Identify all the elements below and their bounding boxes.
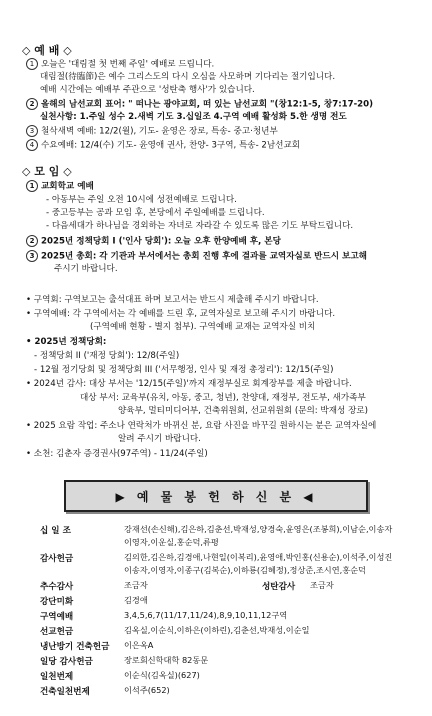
policy-line: - 정책당회 II ('재정 당회'): 12/8(주일): [34, 351, 180, 361]
offering-value: 이송자,이영자,이종구(김복순),이하룡(김혜정),정상준,조시연,홍순덕: [124, 565, 366, 575]
meeting-item-3: 3 2025년 총회: 각 기관과 부서에서는 총회 진행 후에 결과를 교역자실로 반드시 보고해: [26, 250, 367, 264]
worship-text: 대림절(待臨節)은 예수 그리스도의 다시 오심을 사모하며 기다리는 절기입니다.: [40, 72, 336, 82]
worship-item-4: 4 수요예배: 12/4(수) 기도- 윤영애 권사, 찬양- 3구역, 특송- 2남선교회: [26, 139, 300, 153]
offering-label: 십 일 조: [40, 526, 71, 536]
offering-value: 3,4,5,6,7(11/17,11/24),8,9,10,11,12구역: [124, 610, 288, 620]
offering-label: 건축일천번제: [40, 687, 90, 697]
offering-label: 강단미화: [40, 597, 74, 607]
offering-label: 일천번제: [40, 672, 74, 682]
policy-line: - 12월 정기당회 및 정책당회 III ('서무행정, 인사 및 재정 총정리'): 12/15(주일): [34, 365, 334, 375]
offering-value: 이석주(652): [124, 685, 170, 695]
offering-value: 김의한,김은하,김경애,나현일(이복리),윤영애,박인홍(신용순),이석주,이성진: [124, 552, 393, 562]
offering-value: 김옥실,이순식,이하은(이하린),김춘선,박재성,이순일: [124, 625, 310, 635]
bullet-district-worship: • 구역예배: 각 구역에서는 각 예배를 드린 후, 교역자실로 보고해 주시기 바랍니다.: [26, 309, 336, 319]
circled-number-2: 2: [26, 235, 38, 247]
bullet-passing: • 소천: 김춘자 증경권사(97주역) - 11/24(주일): [26, 449, 208, 459]
worship-title: ◇ 예 배 ◇: [22, 44, 72, 57]
school-line: - 아동부는 주일 오전 10시에 성전예배로 드립니다.: [46, 195, 237, 205]
circled-number-4: 4: [26, 139, 38, 151]
circled-number-1: 1: [26, 180, 38, 192]
bullet-audit: • 2024년 감사: 대상 부서는 '12/15(주일)'까지 재정부실로 회계장부를 제출 바랍니다.: [26, 379, 352, 389]
audit-line: 양육부, 멀티미디어부, 건축위원회, 선교위원회 (문의: 박재성 장로): [118, 406, 369, 416]
bullet-district: • 구역회: 구역보고는 출석대표 하며 보고서는 반드시 제출해 주시기 바랍니다.: [26, 295, 319, 305]
school-line: - 중고등부는 공과 모임 후, 본당에서 주일예배를 드립니다.: [46, 208, 265, 218]
meeting-title: ◇ 모 임 ◇: [22, 165, 72, 178]
offering-value: 조금자: [310, 580, 334, 590]
school-line: - 다음세대가 하나님을 경외하는 자녀로 자라갈 수 있도록 많은 기도 부탁드립니다.: [46, 221, 354, 231]
offering-value: 이순식(김옥실)(627): [124, 670, 200, 680]
offering-value: 조금자: [124, 580, 148, 590]
meeting-item-1: 1 교회학교 예배: [26, 180, 94, 194]
bullet-policy: • 2025년 정책당회:: [26, 337, 107, 347]
offering-value: 강재선(손신해),김은하,김춘선,박재성,양경숙,윤영은(조봉희),이남순,이송자: [124, 524, 393, 534]
audit-line: 대상 부서: 교육부(유치, 아동, 중고, 청년), 찬양대, 재정부, 전도부, 새가족부: [80, 393, 366, 403]
offering-label: 성탄감사: [262, 582, 296, 592]
worship-text: 예배 시간에는 예배부 주관으로 '성탄축 행사'가 있습니다.: [40, 85, 255, 95]
offering-banner: ▶ 예 물 봉 헌 하 신 분 ◀: [64, 480, 368, 512]
directory-line: 알려 주시기 바랍니다.: [118, 434, 201, 444]
offering-label: 구역예배: [40, 612, 74, 622]
offering-label: 선교헌금: [40, 627, 74, 637]
offering-value: 이은옥A: [124, 640, 154, 650]
circled-number-3: 3: [26, 125, 38, 137]
offering-value: 이영자,이운실,홍순덕,류평: [124, 537, 219, 547]
offering-value: 김경애: [124, 595, 148, 605]
offering-label: 일당 감사헌금: [40, 657, 93, 667]
offering-label: 감사헌금: [40, 554, 74, 564]
circled-number-3: 3: [26, 250, 38, 262]
meeting-item-2: 2 2025년 정책당회 I ('인사 당회'): 오늘 오후 한양예배 후, 본당: [26, 235, 281, 249]
circled-number-1: 1: [26, 58, 38, 70]
worship-text: 실천사항: 1.주일 성수 2.새벽 기도 3.십일조 4.구역 예배 활성화 5.한 생명 전도: [40, 112, 347, 122]
circled-number-2: 2: [26, 98, 38, 110]
offering-label: 냉난방기 건축헌금: [40, 642, 110, 652]
meeting-text: 주시기 바랍니다.: [54, 264, 118, 274]
bullet-text: (구역예배 현황 - 별지 첨부). 구역예배 교재는 교역자실 비치: [90, 322, 316, 332]
offering-label: 추수감사: [40, 582, 74, 592]
worship-item-1: 1 오늘은 '대림절 첫 번째 주일' 예배로 드립니다.: [26, 58, 214, 72]
offering-value: 장로회신학대학 82동문: [124, 655, 209, 665]
bullet-directory: • 2025 요람 작업: 주소나 연락처가 바뀌신 분, 요람 사진을 바꾸길 원하시는 분은 교역자실에: [26, 421, 377, 431]
worship-item-2: 2 올해의 남선교회 표어: " 떠나는 광야교회, 떠 있는 남선교회 "(창12:1-5, 창7:17-20): [26, 98, 373, 112]
worship-item-3: 3 철삭새벽 예배: 12/2(월), 기도- 윤영은 장로, 특송- 중고·청년부: [26, 125, 278, 139]
